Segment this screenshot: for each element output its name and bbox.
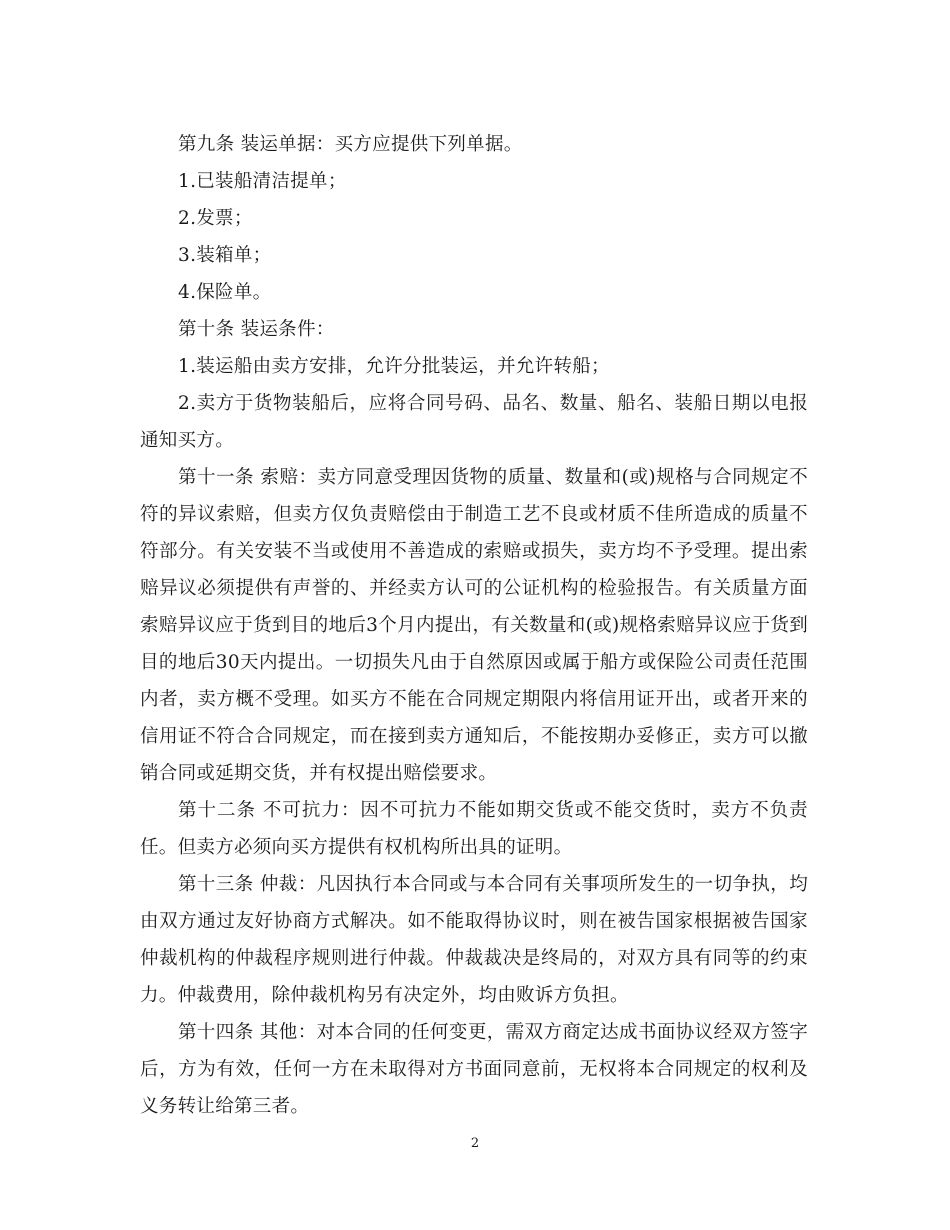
list-item-insurance-policy: 4.保险单。	[178, 282, 272, 303]
page-number: 2	[470, 1136, 480, 1151]
article-12-force-majeure: 第十二条 不可抗力：因不可抗力不能如期交货或不能交货时，卖方不负责任。但卖方必须向买方提供有权机构所出具的证明。	[140, 800, 808, 858]
shipping-condition-1: 1.装运船由卖方安排，允许分批装运，并允许转船；	[178, 356, 610, 377]
article-11-claims: 第十一条 索赔：卖方同意受理因货物的质量、数量和(或)规格与合同规定不符的异议索赔，但卖方仅负责赔偿由于制造工艺不良或材质不佳所造成的质量不符部分。有关安装不当或使用不善造成的索赔或损失，卖方均不予受理。提出索赔异议必须提供有声誉的、并经卖方认可的公证机构的检验报告。有关质量方面索赔异议应于货到目的地后3个月内提出，有关数量和(或)规格索赔异议应于货到目的地后30天内提出。一切损失凡由于自然原因或属于船方或保险公司责任范围内者，卖方概不受理。如买方不能在合同规定期限内将信用证开出，或者开来的信用证不符合合同规定，而在接到卖方通知后，不能按期办妥修正，卖方可以撤销合同或延期交货，并有权提出赔偿要求。	[140, 467, 808, 784]
article-14-other: 第十四条 其他：对本合同的任何变更，需双方商定达成书面协议经双方签字后，方为有效，任何一方在未取得对方书面同意前，无权将本合同规定的权利及义务转让给第三者。	[140, 1022, 808, 1117]
document-body	[140, 126, 808, 1125]
list-item-packing-list: 3.装箱单；	[178, 245, 272, 266]
article-10-heading: 第十条 装运条件：	[178, 319, 335, 340]
article-13-arbitration: 第十三条 仲裁：凡因执行本合同或与本合同有关事项所发生的一切争执，均由双方通过友好协商方式解决。如不能取得协议时，则在被告国家根据被告国家仲裁机构的仲裁程序规则进行仲裁。仲裁裁决是终局的，对双方具有同等的约束力。仲裁费用，除仲裁机构另有决定外，均由败诉方负担。	[140, 874, 808, 1006]
article-9-heading: 第九条 装运单据：买方应提供下列单据。	[178, 134, 523, 155]
list-item-bill-of-lading: 1.已装船清洁提单；	[178, 171, 347, 192]
shipping-condition-2: 2.卖方于货物装船后，应将合同号码、品名、数量、船名、装船日期以电报通知买方。	[140, 393, 808, 451]
list-item-invoice: 2.发票；	[178, 208, 253, 229]
